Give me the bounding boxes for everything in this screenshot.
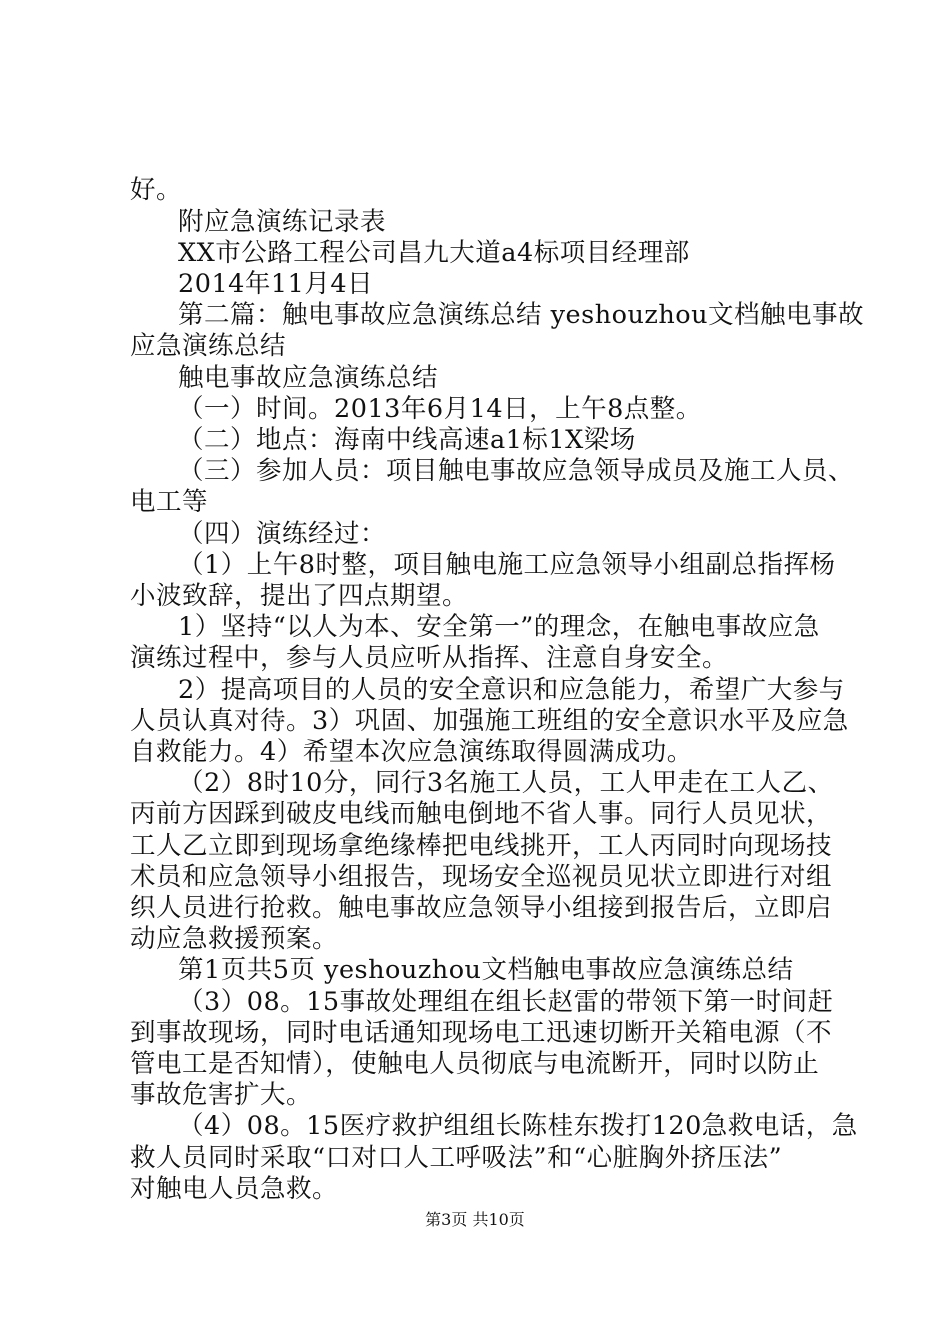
text-line: 管电工是否知情），使触电人员彻底与电流断开，同时以防止 bbox=[130, 1049, 820, 1079]
text-line: 事故危害扩大。 bbox=[130, 1080, 313, 1110]
text-line: 救人员同时采取“口对口人工呼吸法”和“心脏胸外挤压法” bbox=[130, 1143, 783, 1173]
text-line: （4）08。15医疗救护组组长陈桂东拨打120急救电话，急 bbox=[178, 1111, 858, 1141]
text-line: 织人员进行抢救。触电事故应急领导小组接到报告后，立即启 bbox=[130, 893, 833, 923]
text-line: 动应急救援预案。 bbox=[130, 924, 339, 954]
text-line: 1）坚持“以人为本、安全第一”的理念，在触电事故应急 bbox=[178, 612, 820, 642]
text-line: （二）地点：海南中线高速a1标1X梁场 bbox=[178, 425, 636, 455]
text-line: 2014年11月4日 bbox=[178, 269, 374, 299]
text-line: （2）8时10分，同行3名施工人员，工人甲走在工人乙、 bbox=[178, 768, 834, 798]
text-line: （四）演练经过： bbox=[178, 519, 387, 549]
text-line: 人员认真对待。3）巩固、加强施工班组的安全意识水平及应急 bbox=[130, 706, 849, 736]
text-line: XX市公路工程公司昌九大道a4标项目经理部 bbox=[178, 238, 690, 268]
text-line: （三）参加人员：项目触电事故应急领导成员及施工人员、 bbox=[178, 456, 855, 486]
text-line: 电工等 bbox=[130, 487, 209, 517]
page-number: 第3页 共10页 bbox=[425, 1210, 525, 1229]
text-line: 对触电人员急救。 bbox=[130, 1174, 339, 1204]
text-line: 工人乙立即到现场拿绝缘棒把电线挑开，工人丙同时向现场技 bbox=[130, 831, 833, 861]
section-heading: 第二篇：触电事故应急演练总结 yeshouzhou文档触电事故 bbox=[178, 300, 865, 330]
text-line: 到事故现场，同时电话通知现场电工迅速切断开关箱电源（不 bbox=[130, 1018, 833, 1048]
text-line: 丙前方因踩到破皮电线而触电倒地不省人事。同行人员见状， bbox=[130, 799, 833, 829]
text-line: 演练过程中，参与人员应听从指挥、注意自身安全。 bbox=[130, 643, 729, 673]
text-line: 自救能力。4）希望本次应急演练取得圆满成功。 bbox=[130, 737, 693, 767]
text-line: 附应急演练记录表 bbox=[178, 207, 387, 237]
document-title: 触电事故应急演练总结 bbox=[178, 363, 439, 393]
text-line: （3）08。15事故处理组在组长赵雷的带领下第一时间赶 bbox=[178, 987, 834, 1017]
section-heading: 应急演练总结 bbox=[130, 331, 287, 361]
text-line: 2）提高项目的人员的安全意识和应急能力，希望广大参与 bbox=[178, 675, 845, 705]
text-line: （一）时间。2013年6月14日，上午8点整。 bbox=[178, 394, 702, 424]
text-line: 好。 bbox=[130, 175, 183, 205]
text-line: 第1页共5页 yeshouzhou文档触电事故应急演练总结 bbox=[178, 955, 794, 985]
text-line: 术员和应急领导小组报告，现场安全巡视员见状立即进行对组 bbox=[130, 862, 833, 892]
text-line: （1）上午8时整，项目触电施工应急领导小组副总指挥杨 bbox=[178, 550, 836, 580]
text-line: 小波致辞，提出了四点期望。 bbox=[130, 581, 469, 611]
